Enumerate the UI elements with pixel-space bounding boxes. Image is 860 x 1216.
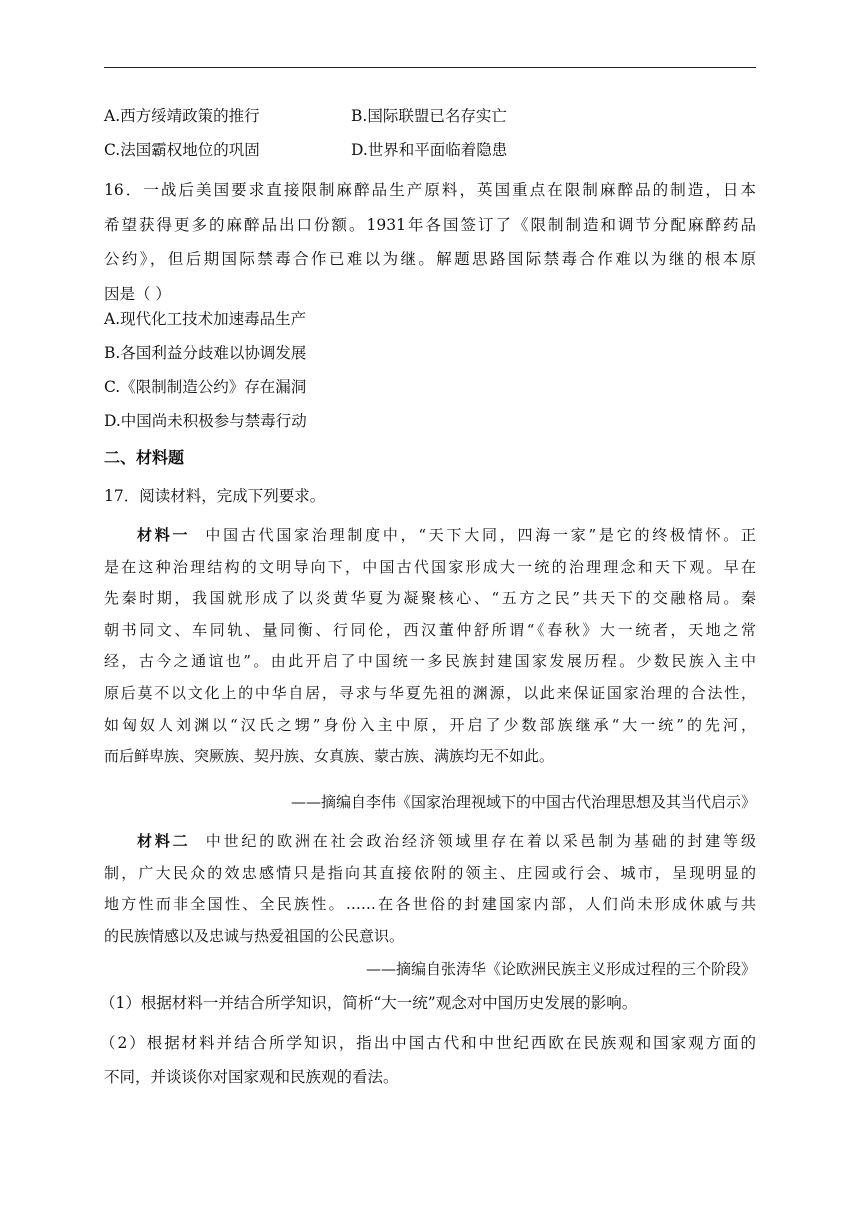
- material-2-line-text: 中世纪的欧洲在社会政治经济领域里存在着以采邑制为基础的封建等级: [205, 832, 756, 850]
- material-2: [104, 826, 756, 952]
- material-1-line: 是在这种治理结构的文明导向下，中国古代国家形成大一统的治理理念和天下观。早在: [104, 557, 756, 576]
- q16-stem-line: 希望获得更多的麻醉品出口份额。1931年各国签订了《限制制造和调节分配麻醉药品: [104, 215, 756, 234]
- q16-option-b: B.各国利益分歧难以协调发展: [104, 344, 307, 362]
- q16-stem-line: 因是（ ）: [104, 284, 171, 303]
- q16-stem-line: 公约》，但后期国际禁毒合作已难以为继。解题思路国际禁毒合作难以为继的根本原: [104, 250, 756, 268]
- q16-stem-line: 16．一战后美国要求直接限制麻醉品生产原料，英国重点在限制麻醉品的制造，日本: [104, 181, 756, 199]
- material-1-line: [104, 520, 756, 552]
- material-1-label: 材料一: [137, 526, 191, 544]
- material-2-label: 材料二: [137, 832, 191, 850]
- section-title: 二、材料题: [104, 448, 185, 467]
- material-1-line: 如匈奴人刘渊以“汉氏之甥”身份入主中原，开启了少数部族继承“大一统”的先河，: [104, 715, 756, 734]
- material-2-source: ——摘编自张涛华《论欧洲民族主义形成过程的三个阶段》: [365, 960, 756, 978]
- header-rule: [104, 67, 756, 68]
- q15-option-d: D.世界和平面临着隐患: [351, 141, 508, 159]
- material-1-line: 朝书同文、车同轨、量同衡、行同伦，西汉董仲舒所谓“《春秋》大一统者，天地之常: [104, 620, 756, 639]
- q17-question-1: （1）根据材料一并结合所学知识，简析“大一统”观念对中国历史发展的影响。: [100, 994, 638, 1012]
- material-1-line: 经，古今之通谊也”。由此开启了中国统一多民族封建国家发展历程。少数民族入主中: [104, 652, 756, 671]
- material-1-source: ——摘编自李伟《国家治理视域下的中国古代治理思想及其当代启示》: [290, 793, 756, 811]
- material-2-line: 制，广大民众的效忠感情只是指向其直接依附的领主、庄园或行会、城市，呈现明显的: [104, 863, 756, 882]
- q17-stem: 17．阅读材料，完成下列要求。: [104, 487, 326, 505]
- q17-question-2: [100, 1026, 756, 1094]
- q15-option-a: A.西方绥靖政策的推行: [104, 107, 260, 125]
- q16-option-a: A.现代化工技术加速毒品生产: [104, 310, 307, 328]
- q15-option-c: C.法国霸权地位的巩固: [104, 141, 260, 159]
- q17-question-2-line: 不同，并谈谈你对国家观和民族观的看法。: [104, 1068, 399, 1086]
- material-1-line-text: 中国古代国家治理制度中，“天下大同，四海一家”是它的终极情怀。正: [205, 526, 756, 544]
- q16-option-d: D.中国尚未积极参与禁毒行动: [104, 412, 307, 430]
- material-2-line: 地方性而非全国性、全民族性。……在各世俗的封建国家内部，人们尚未形成休戚与共: [104, 895, 756, 914]
- q16-option-c: C.《限制制造公约》存在漏洞: [104, 378, 307, 396]
- q15-option-b: B.国际联盟已名存实亡: [351, 107, 507, 125]
- material-2-line: 的民族情感以及忠诚与热爱祖国的公民意识。: [104, 926, 405, 945]
- material-1-line: 先秦时期，我国就形成了以炎黄华夏为凝聚核心、“五方之民”共天下的交融格局。秦: [104, 589, 756, 608]
- material-1-line: 原后莫不以文化上的中华自居，寻求与华夏先祖的渊源，以此来保证国家治理的合法性，: [104, 683, 756, 702]
- q17-question-2-line: （2）根据材料并结合所学知识，指出中国古代和中世纪西欧在民族观和国家观方面的: [100, 1034, 756, 1052]
- q16-stem: [104, 173, 756, 311]
- material-1: [104, 520, 756, 773]
- material-2-line: [104, 826, 756, 858]
- material-1-line: 而后鲜卑族、突厥族、契丹族、女真族、蒙古族、满族均无不如此。: [104, 747, 555, 766]
